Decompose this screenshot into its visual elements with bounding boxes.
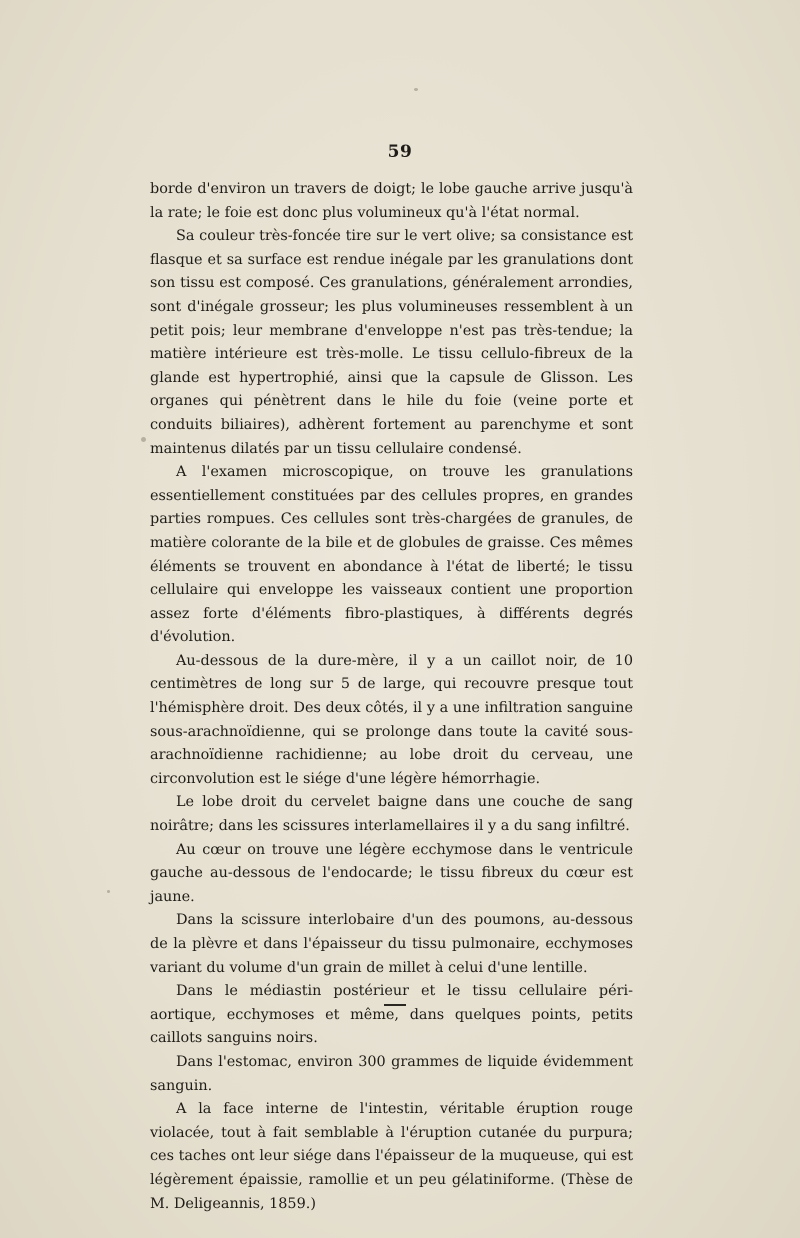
paragraph-8: Dans le médiastin postérieur et le tissu cellulaire péri-aortique, ecchymoses et même, dans quelques points, petits caillots sanguins noirs. [150, 983, 633, 1047]
paragraph-3: A l'examen microscopique, on trouve les granulations essentiellement constituées par des cellules propres, en grandes parties rompues. Ces cellules sont très-chargées de granules, de matière colorante de la bile et de globules de graisse. Ces mêmes éléments se trouvent en abondance à l'état de liberté; le tissu cellulaire qui enveloppe les vaisseaux contient une proportion assez forte d'éléments fibro-plastiques, à différents degrés d'évolution. [150, 464, 633, 646]
ink-speck [414, 88, 418, 91]
paragraph-2: Sa couleur très-foncée tire sur le vert olive; sa consistance est flasque et sa surface est rendue inégale par les granulations dont son tissu est composé. Ces granulations, généralement arrondies, sont d'inégale grosseur; les plus volumineuses ressemblent à un petit pois; leur membrane d'enveloppe n'est pas très-tendue; la matière intérieure est très-molle. Le tissu cellulo-fibreux de la glande est hypertrophié, ainsi que la capsule de Glisson. Les organes qui pénètrent dans le hile du foie (veine porte et conduits biliaires), adhèrent fortement au parenchyme et sont maintenus dilatés par un tissu cellulaire condensé. [150, 228, 633, 457]
paragraph-5: Le lobe droit du cervelet baigne dans une couche de sang noirâtre; dans les scissures interlamellaires il y a du sang infiltré. [150, 794, 633, 835]
paragraph-1: borde d'environ un travers de doigt; le lobe gauche arrive jusqu'à la rate; le foie est donc plus volumineux qu'à l'état normal. [150, 181, 633, 221]
paragraph-10: A la face interne de l'intestin, véritable éruption rouge violacée, tout à fait semblable à l'éruption cutanée du purpura; ces taches ont leur siége dans l'épaisseur de la muqueuse, qui est légèrement épaissie, ramollie et un peu gélatiniforme. (Thèse de M. Deligeannis, 1859.) [150, 1101, 633, 1212]
paragraph-7: Dans la scissure interlobaire d'un des poumons, au-dessous de la plèvre et dans l'épaisseur du tissu pulmonaire, ecchymoses variant du volume d'un grain de millet à celui d'une lentille. [150, 912, 633, 976]
ink-speck [141, 437, 146, 442]
paragraph-4: Au-dessous de la dure-mère, il y a un caillot noir, de 10 centimètres de long sur 5 de large, qui recouvre presque tout l'hémisphère droit. Des deux côtés, il y a une infiltration sanguine sous-arachnoïdienne, qui se prolonge dans toute la cavité sous-arachnoïdienne rachidienne; au lobe droit du cerveau, une circonvolution est le siége d'une légère hémorrhagie. [150, 652, 633, 787]
end-rule [384, 1004, 406, 1006]
body-text [150, 178, 633, 1216]
ink-speck [107, 890, 110, 893]
paragraph-9: Dans l'estomac, environ 300 grammes de liquide évidemment sanguin. [150, 1053, 633, 1094]
paragraph-6: Au cœur on trouve une légère ecchymose dans le ventricule gauche au-dessous de l'endocarde; le tissu fibreux du cœur est jaune. [150, 841, 633, 905]
page-number: 59 [387, 142, 413, 162]
